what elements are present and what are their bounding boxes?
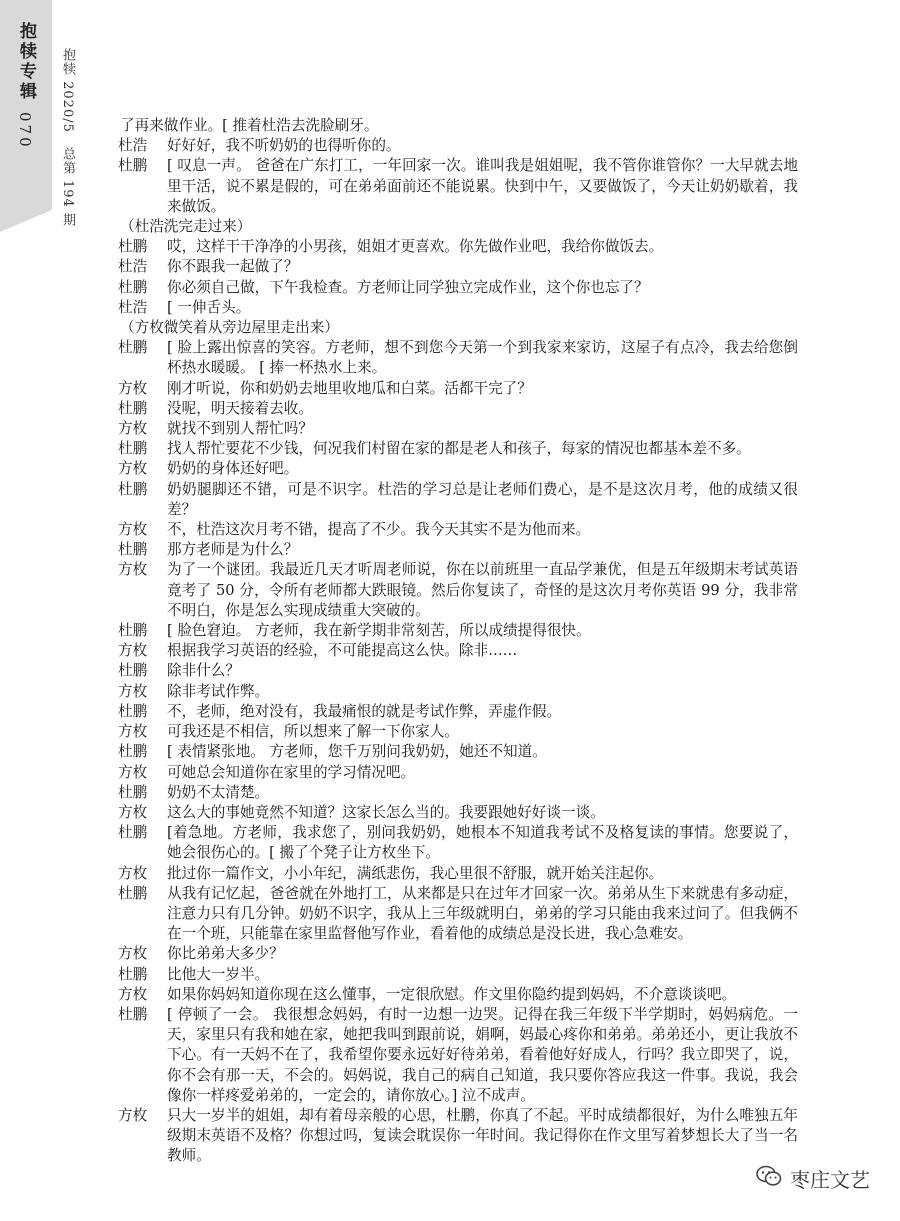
dialogue-line xyxy=(118,641,798,661)
speaker-name: 杜鹏 xyxy=(118,743,148,761)
speaker-name: 杜浩 xyxy=(118,298,148,316)
line-text: [ 叹息一声。 爸爸在广东打工，一年回家一次。谁叫我是姐姐呢，我不管你谁管你？一大早就去地里干活，说不累是假的，可在弟弟面前还不能说累。快到中午，又要做饭了，今天让奶奶歇着，我来做饭。 xyxy=(167,157,798,215)
line-text: 奶奶不太清楚。 xyxy=(167,783,270,801)
dialogue-line xyxy=(118,763,798,783)
dialogue-line xyxy=(118,399,798,419)
dialogue-line xyxy=(118,803,798,823)
page-number: 070 xyxy=(16,112,34,150)
line-text: 你必须自己做，下午我检查。方老师让同学独立完成作业，这个你也忘了？ xyxy=(167,278,649,296)
speaker-name: 杜鹏 xyxy=(118,1005,148,1023)
line-text: （方枚微笑着从旁边屋里走出来） xyxy=(120,319,339,337)
wechat-icon xyxy=(756,1165,782,1192)
speaker-name: 方枚 xyxy=(118,985,148,1003)
line-text: 除非考试作弊。 xyxy=(167,682,270,700)
line-text: 根据我学习英语的经验，不可能提高这么快。除非…… xyxy=(167,642,518,660)
line-text: 奶奶的身体还好吧。 xyxy=(167,460,299,478)
speaker-name: 杜鹏 xyxy=(118,702,148,720)
speaker-name: 方枚 xyxy=(118,945,148,963)
speaker-name: 杜浩 xyxy=(118,137,148,155)
line-text: [着急地。方老师，我求您了，别问我奶奶，她根本不知道我考试不及格复读的事情。您要说了，她会很伤心的。[ 搬了个凳子让方枚坐下。 xyxy=(167,824,798,862)
speaker-name: 方枚 xyxy=(118,1106,148,1124)
line-text: 比他大一岁半。 xyxy=(167,965,270,983)
line-text: （杜浩洗完走过来） xyxy=(120,218,252,236)
dialogue-line xyxy=(118,965,798,985)
speaker-name: 方枚 xyxy=(118,561,148,579)
dialogue-line xyxy=(118,702,798,722)
dialogue-line xyxy=(118,742,798,762)
line-text: 找人帮忙要花不少钱，何况我们村留在家的都是老人和孩子，每家的情况也都基本差不多。 xyxy=(167,440,751,458)
dialogue-line xyxy=(118,682,798,702)
line-text: 你比弟弟大多少？ xyxy=(167,945,284,963)
line-text: 可我还是不相信，所以想来了解一下你家人。 xyxy=(167,723,459,741)
dialogue-line xyxy=(118,1106,798,1167)
line-text: 不，杜浩这次月考不错，提高了不少。我今天其实不是为他而来。 xyxy=(167,521,591,539)
dialogue-line xyxy=(118,722,798,742)
dialogue-line xyxy=(118,419,798,439)
speaker-name: 杜鹏 xyxy=(118,824,148,842)
dialogue-line xyxy=(118,1005,798,1106)
speaker-name: 杜鹏 xyxy=(118,541,148,559)
line-text: [ 脸色窘迫。 方老师，我在新学期非常刻苦，所以成绩提得很快。 xyxy=(167,622,591,640)
dialogue-line xyxy=(118,298,798,318)
speaker-name: 方枚 xyxy=(118,864,148,882)
dialogue-line xyxy=(118,136,798,156)
dialogue-line xyxy=(118,783,798,803)
dialogue-line xyxy=(118,540,798,560)
speaker-name: 杜鹏 xyxy=(118,884,148,902)
speaker-name: 杜鹏 xyxy=(118,399,148,417)
dialogue-line xyxy=(118,338,798,378)
column-title: 抱犊专辑 xyxy=(16,22,36,102)
line-text: 除非什么？ xyxy=(167,662,240,680)
stage-direction xyxy=(118,217,798,237)
speaker-name: 杜鹏 xyxy=(118,440,148,458)
play-script xyxy=(118,116,798,1167)
line-text: 为了一个谜团。我最近几天才听周老师说，你在以前班里一直品学兼优，但是五年级期末考试英语竟考了 50 分，令所有老师都大跌眼镜。然后你复读了，奇怪的是这次月考你英语 99 分，我非常不明白，你是怎么实现成绩重大突破的。 xyxy=(167,561,798,619)
dialogue-line xyxy=(118,439,798,459)
dialogue-line xyxy=(118,560,798,621)
speaker-name: 方枚 xyxy=(118,420,148,438)
dialogue-line xyxy=(118,520,798,540)
line-text: 可她总会知道你在家里的学习情况吧。 xyxy=(167,763,416,781)
dialogue-line xyxy=(118,944,798,964)
speaker-name: 杜浩 xyxy=(118,258,148,276)
stage-direction xyxy=(118,318,798,338)
speaker-name: 方枚 xyxy=(118,723,148,741)
column-tab xyxy=(0,0,52,210)
line-text: 不，老师，绝对没有，我最痛恨的就是考试作弊，弄虚作假。 xyxy=(167,702,562,720)
speaker-name: 方枚 xyxy=(118,763,148,781)
dialogue-line xyxy=(118,459,798,479)
line-text: 没呢，明天接着去收。 xyxy=(167,399,313,417)
line-text: 好好好，我不听奶奶的也得听你的。 xyxy=(167,137,401,155)
line-text: 只大一岁半的姐姐，却有着母亲般的心思，杜鹏，你真了不起。平时成绩都很好，为什么唯独五年级期末英语不及格？你想过吗，复读会耽误你一年时间。我记得你在作文里写着梦想长大了当一名教师。 xyxy=(167,1106,798,1165)
issue-info: 抱犊 2020/5 总第 194 期 xyxy=(60,48,75,227)
line-text: 这么大的事她竟然不知道？这家长怎么当的。我要跟她好好谈一谈。 xyxy=(167,803,605,821)
line-text: 那方老师是为什么？ xyxy=(167,541,299,559)
speaker-name: 杜鹏 xyxy=(118,278,148,296)
dialogue-line xyxy=(118,621,798,641)
line-text: [ 脸上露出惊喜的笑容。方老师，想不到您今天第一个到我家来家访，这屋子有点冷，我去给您倒杯热水暖暖。 [ 捧一杯热水上来。 xyxy=(167,339,798,377)
stage-direction xyxy=(118,116,798,136)
dialogue-line xyxy=(118,379,798,399)
dialogue-line xyxy=(118,823,798,863)
dialogue-line xyxy=(118,156,798,217)
speaker-name: 方枚 xyxy=(118,682,148,700)
line-text: 从我有记忆起，爸爸就在外地打工，从来都是只在过年才回家一次。弟弟从生下来就患有多动症，注意力只有几分钟。奶奶不识字，我从上三年级就明白，弟弟的学习只能由我来过问了。但我俩不在一个班，只能靠在家里监督他写作业，看着他的成绩总是没长进，我心急难安。 xyxy=(167,884,798,943)
line-text: 就找不到别人帮忙吗？ xyxy=(167,420,313,438)
speaker-name: 杜鹏 xyxy=(118,783,148,801)
speaker-name: 方枚 xyxy=(118,642,148,660)
line-text: 刚才听说，你和奶奶去地里收地瓜和白菜。活都干完了？ xyxy=(167,379,532,397)
line-text: [ 表情紧张地。 方老师，您千万别问我奶奶，她还不知道。 xyxy=(167,743,547,761)
dialogue-line xyxy=(118,480,798,520)
line-text: 批过你一篇作文，小小年纪，满纸悲伤，我心里很不舒服，就开始关注起你。 xyxy=(167,864,664,882)
dialogue-line xyxy=(118,237,798,257)
line-text: [ 一伸舌头。 xyxy=(167,298,251,316)
speaker-name: 杜鹏 xyxy=(118,622,148,640)
watermark-text: 枣庄文艺 xyxy=(790,1168,870,1192)
dialogue-line xyxy=(118,661,798,681)
line-text: 你不跟我一起做了？ xyxy=(167,258,299,276)
dialogue-line xyxy=(118,257,798,277)
dialogue-line xyxy=(118,884,798,945)
speaker-name: 杜鹏 xyxy=(118,238,148,256)
speaker-name: 杜鹏 xyxy=(118,965,148,983)
dialogue-line xyxy=(118,864,798,884)
line-text: 奶奶腿脚还不错，可是不识字。杜浩的学习总是让老师们费心，是不是这次月考，他的成绩又很差？ xyxy=(167,480,798,518)
watermark xyxy=(756,1164,870,1193)
speaker-name: 方枚 xyxy=(118,379,148,397)
speaker-name: 方枚 xyxy=(118,803,148,821)
speaker-name: 杜鹏 xyxy=(118,662,148,680)
line-text: 哎，这样干干净净的小男孩，姐姐才更喜欢。你先做作业吧，我给你做饭去。 xyxy=(167,238,664,256)
line-text: [ 停顿了一会。 我很想念妈妈，有时一边想一边哭。记得在我三年级下半学期时，妈妈病危。一天，家里只有我和她在家，她把我叫到跟前说，娟啊，妈最心疼你和弟弟。弟弟还小，更让我放不下心。有一天妈不在了，我希望你要永远好好待弟弟，看着他好好成人，行吗？我立即哭了，说，你不会有那一天，不会的。妈妈说，我自己的病自己知道，我只要你答应我这一件事。我说，我会像你一样疼爱弟弟的，一定会的，请你放心。] 泣不成声。 xyxy=(167,1005,798,1104)
line-text: 如果你妈妈知道你现在这么懂事，一定很欣慰。作文里你隐约提到妈妈，不介意谈谈吧。 xyxy=(167,985,737,1003)
speaker-name: 方枚 xyxy=(118,460,148,478)
line-text: 了再来做作业。[ 推着杜浩去洗脸刷牙。 xyxy=(120,117,379,134)
speaker-name: 杜鹏 xyxy=(118,480,148,498)
dialogue-line xyxy=(118,985,798,1005)
dialogue-line xyxy=(118,278,798,298)
speaker-name: 方枚 xyxy=(118,521,148,539)
speaker-name: 杜鹏 xyxy=(118,339,148,357)
speaker-name: 杜鹏 xyxy=(118,157,148,175)
